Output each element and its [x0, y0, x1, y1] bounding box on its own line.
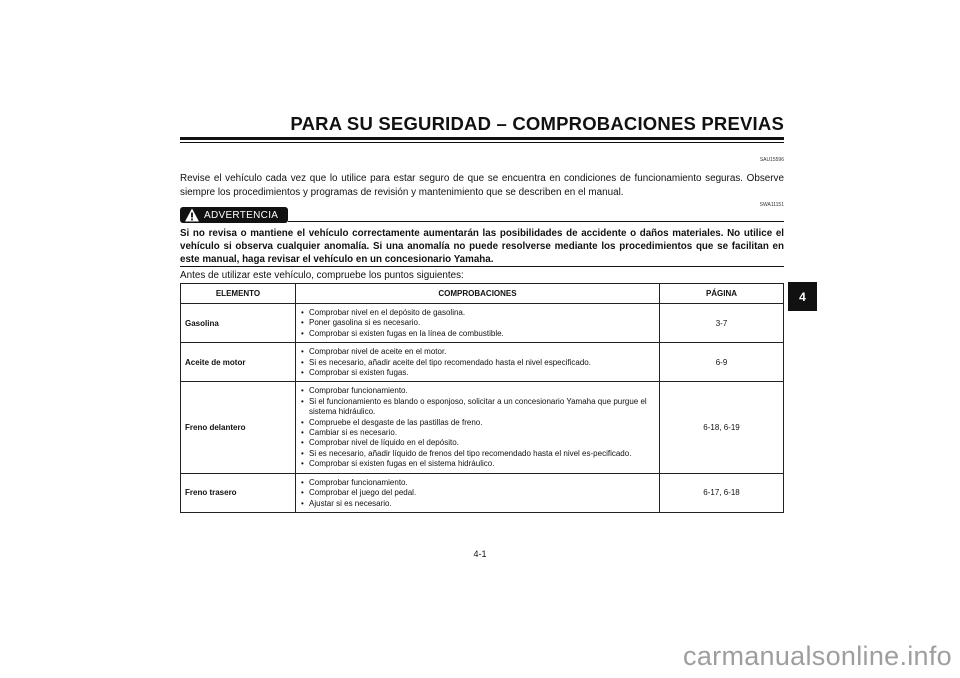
pre-operation-checklist-table [180, 283, 784, 513]
row-checks [296, 343, 660, 382]
check-item: • Compruebe el desgaste de las pastillas de freno. [301, 418, 653, 428]
row-page: 3-7 [660, 304, 784, 343]
row-page: 6-9 [660, 343, 784, 382]
check-item: • Si es necesario, añadir aceite del tipo recomendado hasta el nivel especificado. [301, 358, 653, 368]
header-element: ELEMENTO [181, 284, 296, 304]
row-page: 6-17, 6-18 [660, 473, 784, 512]
header-page: PÁGINA [660, 284, 784, 304]
warning-text: Si no revisa o mantiene el vehículo correctamente aumentarán las posibilidades de accidente o daños materiales. No utilice el vehículo si observa cualquier anomalía. Si una anomalía no puede resolverse mediante los procedimientos que se facilitan en este manual, haga revisar el vehículo en un concesionario Yamaha. [180, 228, 784, 265]
warning-rule-bottom [180, 266, 784, 267]
page-title: PARA SU SEGURIDAD – COMPROBACIONES PREVIAS [290, 113, 784, 134]
table-row [181, 304, 784, 343]
chapter-tab: 4 [788, 282, 817, 311]
title-rule [180, 137, 784, 140]
warning-rule [288, 221, 784, 222]
warning-triangle-icon [184, 207, 200, 223]
row-element: Aceite de motor [181, 343, 296, 382]
intro-code: SAU15596 [759, 157, 784, 163]
table-header-row [181, 284, 784, 304]
check-item: • Si el funcionamiento es blando o esponjoso, solicitar a un concesionario Yamaha que purgue el sistema hidráulico. [301, 397, 653, 418]
check-item: • Comprobar el juego del pedal. [301, 488, 653, 498]
check-item: • Cambiar si es necesario. [301, 428, 653, 438]
watermark: carmanualsonline.info [683, 641, 952, 671]
check-item: • Comprobar nivel de aceite en el motor. [301, 347, 653, 357]
warning-banner [180, 207, 288, 223]
check-item: • Comprobar funcionamiento. [301, 478, 653, 488]
check-item: • Comprobar funcionamiento. [301, 386, 653, 396]
check-item: • Poner gasolina si es necesario. [301, 318, 653, 328]
row-element: Freno delantero [181, 382, 296, 473]
check-item: • Comprobar nivel de líquido en el depósito. [301, 438, 653, 448]
intro-paragraph: Revise el vehículo cada vez que lo utilice para estar seguro de que se encuentra en condiciones de funcionamiento seguras. Observe siempre los procedimientos y programas de revisión y mantenimiento que se describen en el manual. [180, 173, 784, 198]
check-item: • Si es necesario, añadir líquido de frenos del tipo recomendado hasta el nivel es-pecificado. [301, 449, 653, 459]
header-checks: COMPROBACIONES [296, 284, 660, 304]
check-item: • Ajustar si es necesario. [301, 499, 653, 509]
row-checks [296, 304, 660, 343]
row-element: Gasolina [181, 304, 296, 343]
check-item: • Comprobar si existen fugas. [301, 368, 653, 378]
check-item: • Comprobar si existen fugas en el sistema hidráulico. [301, 459, 653, 469]
row-page: 6-18, 6-19 [660, 382, 784, 473]
table-row [181, 382, 784, 473]
row-checks [296, 473, 660, 512]
row-checks [296, 382, 660, 473]
warning-label: ADVERTENCIA [204, 209, 279, 221]
check-item: • Comprobar nivel en el depósito de gasolina. [301, 308, 653, 318]
check-item: • Comprobar si existen fugas en la línea de combustible. [301, 329, 653, 339]
title-rule-thin [180, 142, 784, 143]
row-element: Freno trasero [181, 473, 296, 512]
checklist-intro: Antes de utilizar este vehículo, compruebe los puntos siguientes: [180, 270, 464, 281]
warning-code: SWA11151 [759, 202, 784, 208]
page-number: 4-1 [473, 549, 487, 559]
table-row [181, 473, 784, 512]
table-row [181, 343, 784, 382]
